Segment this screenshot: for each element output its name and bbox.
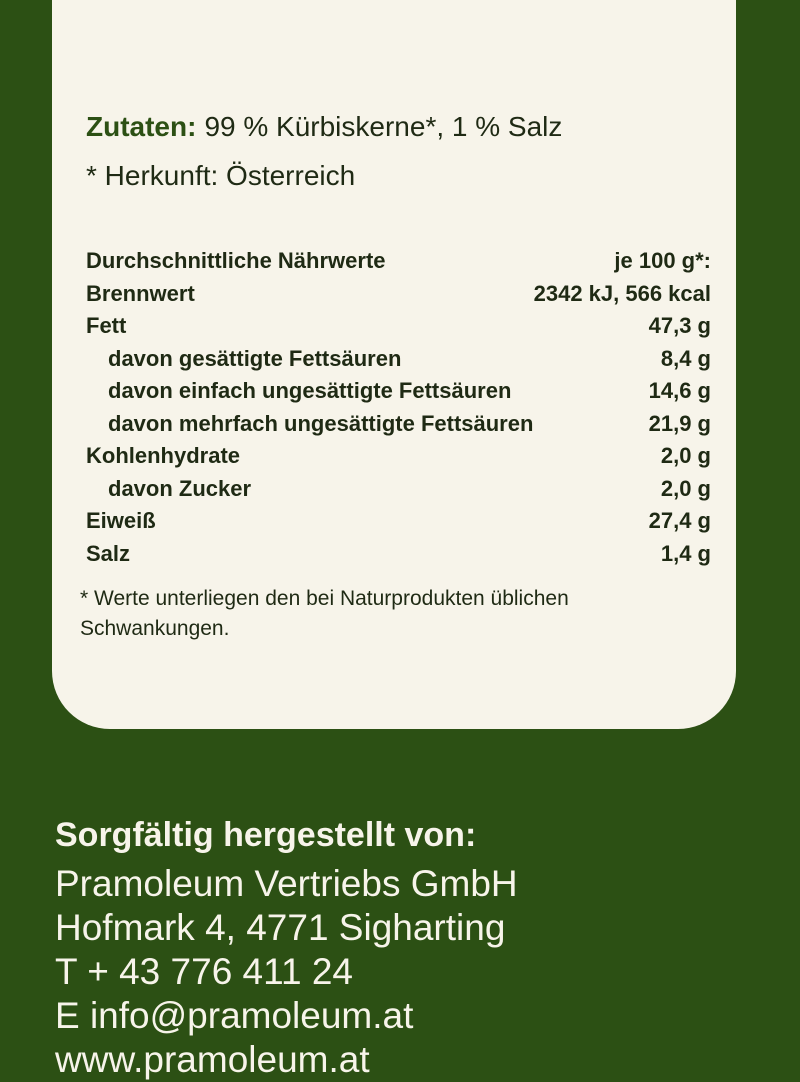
nutrient-value: 2,0 g bbox=[660, 475, 711, 501]
table-row bbox=[86, 473, 711, 506]
ingredients-line bbox=[86, 108, 726, 146]
nutrient-label: davon Zucker bbox=[108, 475, 252, 501]
nutrient-value: 27,4 g bbox=[648, 508, 711, 534]
table-row bbox=[86, 310, 711, 343]
nutrient-value: 2342 kJ, 566 kcal bbox=[533, 280, 711, 306]
table-row bbox=[86, 440, 711, 473]
nutrition-header-row bbox=[86, 245, 711, 278]
nutrition-footnote: * Werte unterliegen den bei Naturprodukten üblichen Schwankungen. bbox=[80, 587, 569, 640]
table-row bbox=[86, 343, 711, 376]
company-address: Hofmark 4, 4771 Sigharting bbox=[55, 907, 506, 948]
website-url: www.pramoleum.at bbox=[55, 1039, 370, 1080]
nutrient-value: 47,3 g bbox=[648, 313, 711, 339]
nutrient-value: 2,0 g bbox=[660, 443, 711, 469]
ingredients-label: Zutaten: bbox=[86, 111, 197, 142]
nutrient-label: Salz bbox=[86, 540, 131, 566]
table-row bbox=[86, 538, 711, 571]
nutrition-table bbox=[86, 245, 711, 570]
nutrient-label: Brennwert bbox=[86, 280, 195, 306]
nutrient-label: Eiweiß bbox=[86, 508, 156, 534]
origin-text: * Herkunft: Österreich bbox=[86, 160, 356, 191]
email-address: E info@pramoleum.at bbox=[55, 995, 414, 1036]
nutrition-header-label: Durchschnittliche Nährwerte bbox=[86, 248, 386, 274]
table-row bbox=[86, 505, 711, 538]
phone-number: T + 43 776 411 24 bbox=[55, 951, 353, 992]
nutrient-label: Fett bbox=[86, 313, 127, 339]
company-name: Pramoleum Vertriebs GmbH bbox=[55, 863, 518, 904]
origin-line bbox=[86, 157, 726, 195]
table-row bbox=[86, 408, 711, 441]
nutrient-label: davon einfach ungesättigte Fettsäuren bbox=[108, 378, 512, 404]
table-row bbox=[86, 278, 711, 311]
nutrient-value: 14,6 g bbox=[648, 378, 711, 404]
ingredients-section bbox=[86, 108, 726, 195]
nutrient-value: 1,4 g bbox=[660, 540, 711, 566]
contact-section bbox=[55, 812, 755, 1082]
nutrient-label: davon mehrfach ungesättigte Fettsäuren bbox=[108, 410, 534, 436]
nutrient-label: Kohlenhydrate bbox=[86, 443, 241, 469]
nutrient-label: davon gesättigte Fettsäuren bbox=[108, 345, 402, 371]
manufacturer-heading: Sorgfältig hergestellt von: bbox=[55, 816, 477, 854]
nutrition-header-value: je 100 g*: bbox=[614, 248, 711, 274]
ingredients-text: 99 % Kürbiskerne*, 1 % Salz bbox=[204, 111, 563, 142]
nutrient-value: 21,9 g bbox=[648, 410, 711, 436]
table-row bbox=[86, 375, 711, 408]
nutrient-value: 8,4 g bbox=[660, 345, 711, 371]
